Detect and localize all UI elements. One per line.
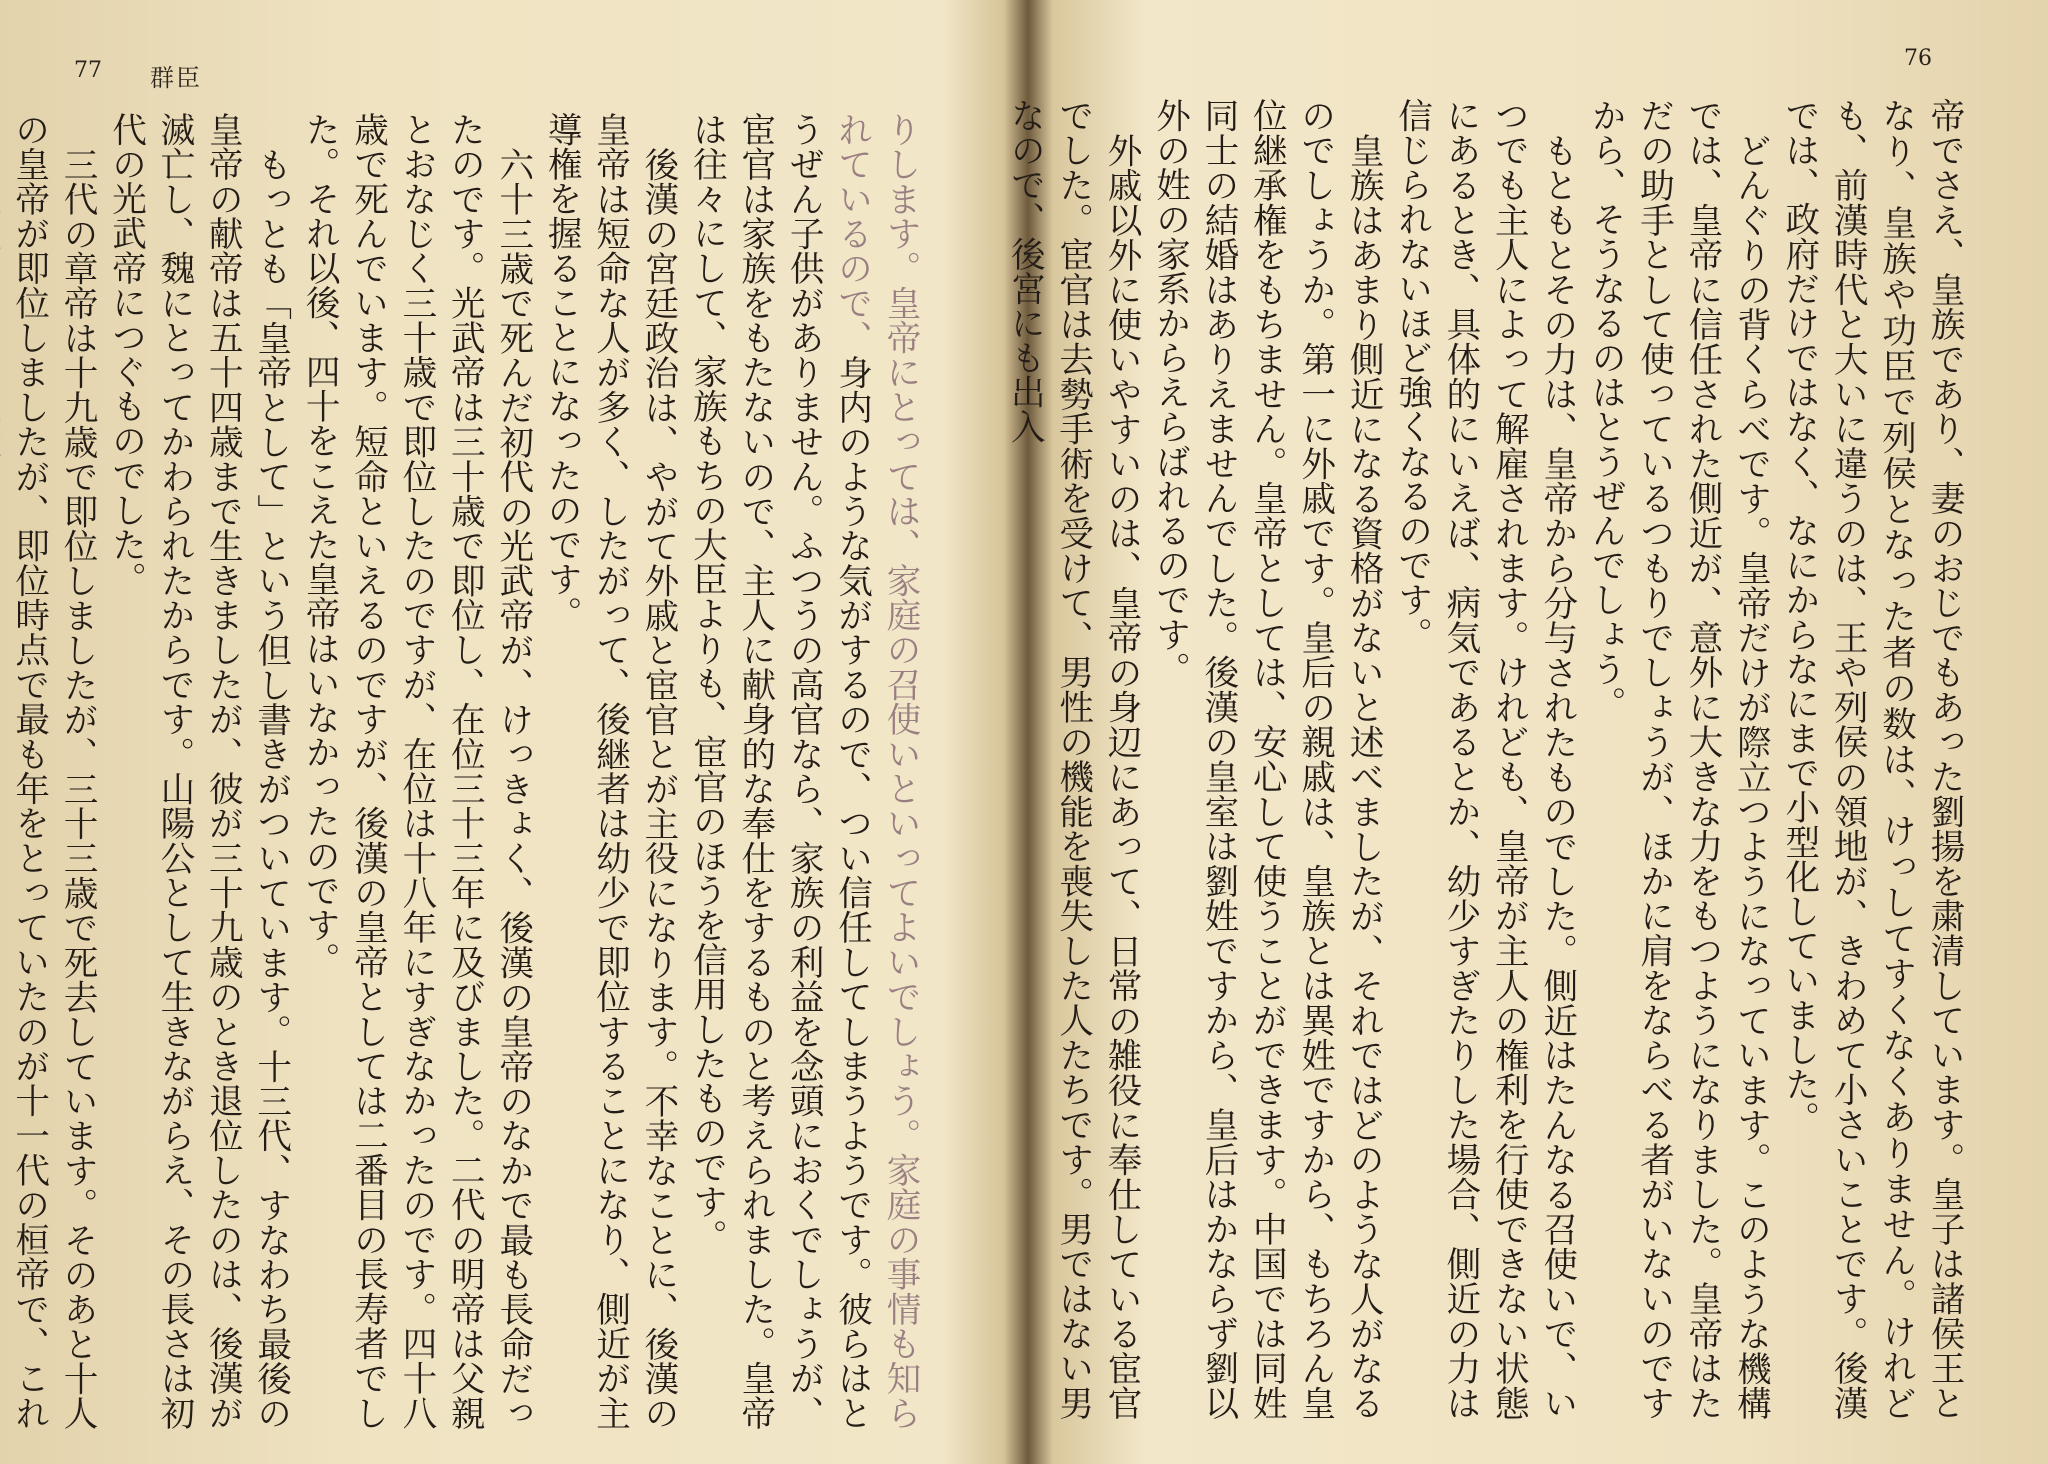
paragraph-text: 身内のような気がするので、つい信任してしまうようです。彼らはとうぜん子供がありません。ふつうの高官なら、家族の利益を念頭におくでしょうが、宦官は家族をもたないので、主人に献身的な奉仕をするものと考えられました。皇帝は往々にして、家族もちの大臣よりも、宦官のほうを信用したものです。 bbox=[686, 112, 872, 1430]
right-page-body bbox=[1004, 98, 1968, 1420]
paragraph: どんぐりの背くらべです。皇帝だけが際立つようになっています。このような機構では、皇帝に信任された側近が、意外に大きな力をもつようになりました。皇帝はただの助手として使っているつもりでしょうが、ほかに肩をならべる者がいないのですから、そうなるのはとうぜんでしょう。 bbox=[1585, 98, 1771, 1420]
paragraph-continued bbox=[682, 112, 924, 1430]
paragraph: 外戚以外に使いやすいのは、皇帝の身辺にあって、日常の雑役に奉仕している宦官でした。宦官は去勢手術を受けて、男性の機能を喪失した人たちです。男ではない男なので、後宮にも出入 bbox=[1004, 98, 1142, 1420]
page-number-left: 77 bbox=[74, 58, 102, 83]
left-page bbox=[0, 0, 1012, 1464]
paragraph: もともとその力は、皇帝から分与されたものでした。側近はたんなる召使いで、いつでも主人によって解雇されます。けれども、皇帝が主人の権利を行使できない状態にあるとき、具体的にいえば、病気であるとか、幼少すぎたりした場合、側近の力は信じられないほど強くなるのです。 bbox=[1391, 98, 1577, 1420]
paragraph: 六十三歳で死んだ初代の光武帝が、けっきょく、後漢の皇帝のなかで最も長命だったのです。光武帝は三十歳で即位し、在位三十三年に及びました。二代の明帝は父親とおなじく三十歳で即位したのですが、在位は十八年にすぎなかったのです。四十八歳で死んでいます。短命といえるのですが、後漢の皇帝としては二番目の長寿者でした。それ以後、四十をこえた皇帝はいなかったのです。 bbox=[299, 112, 533, 1430]
paragraph: 皇族はあまり側近になる資格がないと述べましたが、それではどのような人がなるのでしょうか。第一に外戚です。皇后の親戚は、皇族とは異姓ですから、もちろん皇位継承権をもちません。皇帝としては、安心して使うことができます。中国では同姓同士の結婚はありえませんでした。後漢の皇室は劉姓ですから、皇后はかならず劉以外の姓の家系からえらばれるのです。 bbox=[1149, 98, 1384, 1420]
running-head: 群臣 bbox=[150, 64, 202, 92]
paragraph-continued: 帝でさえ、皇族であり、妻のおじでもあった劉揚を粛清しています。皇子は諸侯王となり、皇族や功臣で列侯となった者の数は、けっしてすくなくありません。けれども、前漢時代と大いに違うのは、王や列侯の領地が、きわめて小さいことです。後漢では、政府だけではなく、なにからなにまで小型化していました。 bbox=[1778, 98, 1964, 1420]
right-page bbox=[1004, 0, 2048, 1464]
faded-show-through-text: りします。皇帝にとっては、家庭の召使いといってよいでしょう。家庭の事情も知られているので、 bbox=[831, 112, 920, 1430]
paragraph: 後漢の宮廷政治は、やがて外戚と宦官とが主役になります。不幸なことに、後漢の皇帝は短命な人が多く、したがって、後継者は幼少で即位することになり、側近が主導権を握ることになったのです。 bbox=[541, 112, 678, 1430]
left-page-body bbox=[0, 112, 924, 1430]
paragraph: もっとも「皇帝として」という但し書きがついています。十三代、すなわち最後の皇帝の献帝は五十四歳まで生きましたが、彼が三十九歳のとき退位したのは、後漢が滅亡し、魏にとってかわられたからです。山陽公として生きながらえ、その長さは初代の光武帝につぐものでした。 bbox=[105, 112, 291, 1430]
page-number-right: 76 bbox=[1904, 46, 1932, 71]
paragraph: 三代の章帝は十九歳で即位しましたが、三十三歳で死去しています。そのあと十人の皇帝が即位しましたが、即位時点で最も年をとっていたのが十一代の桓帝で、これ bbox=[8, 112, 98, 1430]
